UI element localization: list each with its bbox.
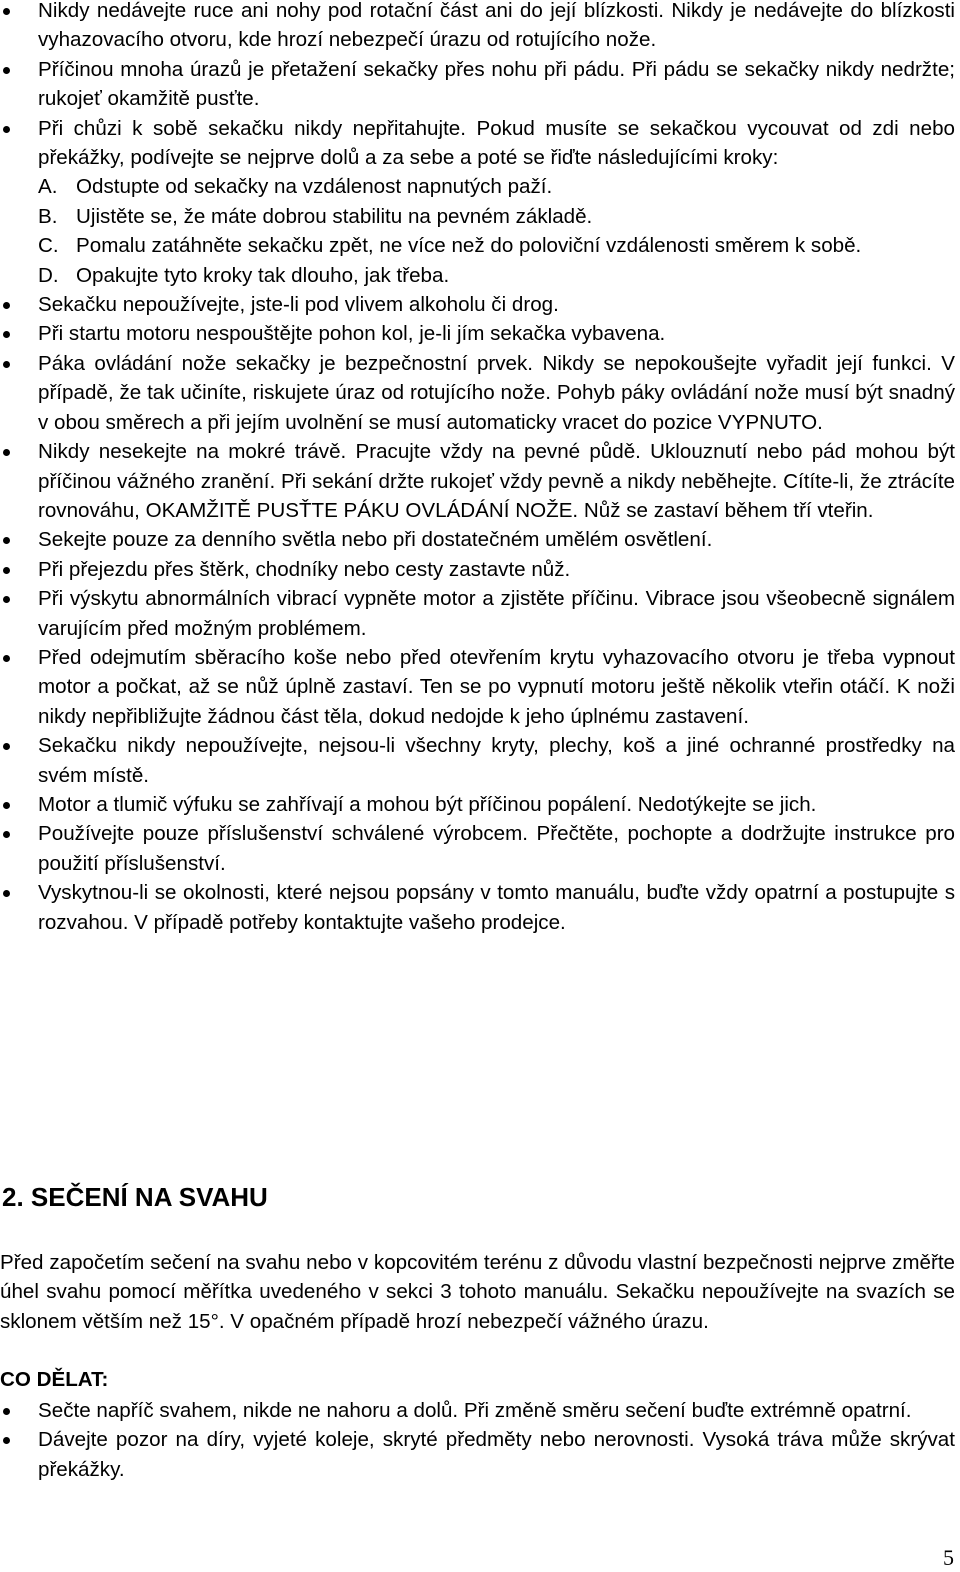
- bullet-icon: [3, 1437, 10, 1444]
- step-item: [38, 261, 955, 290]
- step-letter: D.: [38, 263, 59, 287]
- bullet-item: [0, 731, 955, 790]
- bullet-text: Dávejte pozor na díry, vyjeté koleje, skryté předměty nebo nerovnosti. Vysoká tráva může skrývat překážky.: [38, 1428, 955, 1481]
- bullet-text: Sekačku nikdy nepoužívejte, nejsou-li všechny kryty, plechy, koš a jiné ochranné prostředky na svém místě.: [38, 734, 955, 787]
- bullet-item: [0, 1425, 955, 1484]
- bullet-item: [0, 114, 955, 290]
- bullet-text: Před odejmutím sběracího koše nebo před otevřením krytu vyhazovacího otvoru je třeba vypnout motor a počkat, až se nůž úplně zastaví. Ten se po vypnutí motoru ještě několik vteřin otáčí. K noži nikdy nepřibližujte žádnou část těla, dokud nedojde k jeho úplnému zastavení.: [38, 645, 955, 728]
- step-letter: C.: [38, 234, 59, 258]
- bullet-item: [0, 55, 955, 114]
- bullet-icon: [3, 596, 10, 603]
- bullet-item: [0, 790, 955, 819]
- bullet-icon: [3, 126, 10, 133]
- bullet-item: [0, 878, 955, 937]
- bullet-item: [0, 1396, 955, 1425]
- bullet-text: Při startu motoru nespouštějte pohon kol, je-li jím sekačka vybavena.: [38, 322, 666, 346]
- bullet-item: [0, 437, 955, 525]
- bullet-text: Sekačku nepoužívejte, jste-li pod vlivem alkoholu či drog.: [38, 293, 559, 317]
- bullet-text: Používejte pouze příslušenství schválené výrobcem. Přečtěte, pochopte a dodržujte instrukce pro použití příslušenství.: [38, 822, 955, 875]
- bullet-text: Nikdy nedávejte ruce ani nohy pod rotační část ani do její blízkosti. Nikdy je nedávejte do blízkosti vyhazovacího otvoru, kde hrozí nebezpečí úrazu od rotujícího nože.: [38, 0, 955, 52]
- bullet-text: Sečte napříč svahem, nikde ne nahoru a dolů. Při změně směru sečení buďte extrémně opatrní.: [38, 1399, 912, 1422]
- section-paragraph: Před započetím sečení na svahu nebo v kopcovitém terénu z důvodu vlastní bezpečnosti nejprve změřte úhel svahu pomocí měřítka uvedeného v sekci 3 tohoto manuálu. Sekačku nepoužívejte na svazích se sklonem větším než 15°. V opačném případě hrozí nebezpečí vážného úrazu.: [0, 1251, 955, 1333]
- bullet-icon: [3, 567, 10, 574]
- bullet-icon: [3, 302, 10, 309]
- step-letter: A.: [38, 175, 58, 199]
- bullet-text: Při výskytu abnormálních vibrací vypněte motor a zjistěte příčinu. Vibrace jsou všeobecně signálem varujícím před možným problémem.: [38, 587, 955, 640]
- step-text: Pomalu zatáhněte sekačku zpět, ne více než do poloviční vzdálenosti směrem k sobě.: [76, 234, 862, 258]
- bullet-item: [0, 0, 955, 55]
- bullet-icon: [3, 831, 10, 838]
- bullet-text: Motor a tlumič výfuku se zahřívají a mohou být příčinou popálení. Nedotýkejte se jich.: [38, 792, 817, 816]
- bullet-item: [0, 819, 955, 878]
- bullet-item: [0, 555, 955, 584]
- section-heading: 2. SEČENÍ NA SVAHU: [2, 1182, 268, 1212]
- bullet-item: [0, 584, 955, 643]
- bullet-text: Sekejte pouze za denního světla nebo při dostatečném umělém osvětlení.: [38, 528, 713, 552]
- bullet-icon: [3, 743, 10, 750]
- step-item: [38, 172, 955, 201]
- todo-bullet-list: [0, 1396, 955, 1484]
- bullet-icon: [3, 331, 10, 338]
- bullet-item: [0, 319, 955, 348]
- bullet-item: [0, 525, 955, 554]
- bullet-item: [0, 290, 955, 319]
- bullet-text: Příčinou mnoha úrazů je přetažení sekačky přes nohu při pádu. Při pádu se sekačky nikdy nedržte; rukojeť okamžitě pusťte.: [38, 57, 955, 111]
- bullet-icon: [3, 802, 10, 809]
- bullet-icon: [3, 67, 10, 74]
- step-item: [38, 202, 955, 231]
- step-text: Ujistěte se, že máte dobrou stabilitu na pevném základě.: [76, 204, 593, 228]
- bullet-icon: [3, 537, 10, 544]
- step-text: Odstupte od sekačky na vzdálenost napnutých paží.: [76, 175, 553, 199]
- bullet-text: Při přejezdu přes štěrk, chodníky nebo cesty zastavte nůž.: [38, 557, 571, 581]
- bullet-text: Vyskytnou-li se okolnosti, které nejsou popsány v tomto manuálu, buďte vždy opatrní a postupujte s rozvahou. V případě potřeby kontaktujte vašeho prodejce.: [38, 881, 955, 934]
- bullet-text: Páka ovládání nože sekačky je bezpečnostní prvek. Nikdy se nepokoušejte vyřadit její funkci. V případě, že tak učiníte, riskujete úraz od rotujícího nože. Pohyb páky ovládání nože musí být snadný v obou směrech a při jejím uvolnění se musí automaticky vracet do pozice VYPNUTO.: [38, 351, 955, 434]
- bullet-text: Při chůzi k sobě sekačku nikdy nepřitahujte. Pokud musíte se sekačkou vycouvat od zdi nebo překážky, podívejte se nejprve dolů a za sebe a poté se řiďte následujícími kroky:: [38, 116, 955, 170]
- step-letter: B.: [38, 204, 58, 228]
- bullet-icon: [3, 1408, 10, 1415]
- bullet-item: [0, 349, 955, 437]
- bullet-text: Nikdy nesekejte na mokré trávě. Pracujte vždy na pevné půdě. Uklouznutí nebo pád mohou být příčinou vážného zranění. Při sekání držte rukojeť vždy pevně a nikdy neběhejte. Cítíte-li, že ztrácíte rovnováhu, OKAMŽITĚ PUSŤTE PÁKU OVLÁDÁNÍ NOŽE. Nůž se zastaví během tří vteřin.: [38, 440, 955, 522]
- bullet-icon: [3, 655, 10, 662]
- bullet-item: [0, 643, 955, 731]
- step-item: [38, 231, 955, 260]
- bullet-icon: [3, 449, 10, 456]
- step-text: Opakujte tyto kroky tak dlouho, jak třeba.: [76, 263, 450, 287]
- todo-label: CO DĚLAT:: [0, 1368, 109, 1391]
- page-number: 5: [943, 1545, 954, 1570]
- bullet-icon: [3, 361, 10, 368]
- bullet-icon: [3, 8, 10, 15]
- bullet-icon: [3, 890, 10, 897]
